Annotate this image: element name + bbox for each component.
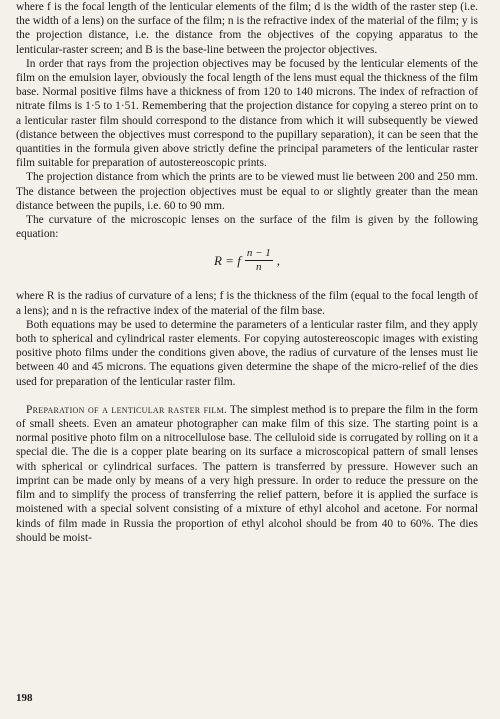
equation-lhs: R = f [213,252,241,268]
paragraph-variables-definition: where f is the focal length of the lenticular elements of the film; d is the width of the raster step (i.e. the width of a lens) on the surface of the film; n is the refractive index of the material of the film; y is the projection distance, i.e. the distance from the objectives of the copying apparatus to the lenticular-raster screen; and B is the base-line between the projector objectives. [16,1,478,56]
equation-denominator: n [256,261,262,274]
paragraph-radius-definition: where R is the radius of curvature of a lens; f is the thickness of the film (equal to the focal length of a lens); and n is the refractive index of the material of the film base. [16,290,478,317]
equation-numerator: n − 1 [246,247,271,260]
paragraph-focal-length: In order that rays from the projection objectives may be focused by the lenticular elements of the film on the emulsion layer, obviously the focal length of the lens must equal the thickness of the film base. Normal positive films have a thickness of from 120 to 140 microns. The index of refraction of nitrate films is 1·5 to 1·51. Remembering that the projection distance for copying a stereo print on to a lenticular raster film should correspond to the distance from which it will subsequently be viewed (distance between the objectives must correspond to the pupillary separation), it can be seen that the quantities in the formula given above strictly define the principal parameters of the lenticular raster film suitable for preparation of autostereoscopic prints. [16,57,478,170]
section-heading: Preparation of a lenticular raster film. [26,403,228,416]
paragraph-curvature-intro: The curvature of the microscopic lenses on the surface of the film is given by the following equation: [16,214,478,241]
paragraph-projection-distance: The projection distance from which the prints are to be viewed must lie between 200 and 250 mm. The distance between the projection objectives must be equal to or slightly greater than the mean distance between the pupils, i.e. 60 to 90 mm. [16,171,478,212]
page-number: 198 [16,692,33,704]
curvature-equation [16,245,478,283]
section-preparation [16,403,478,545]
page-body [16,0,478,545]
equation-trail: , [276,252,280,268]
section-body: The simplest method is to prepare the film in the form of small sheets. Even an amateur photographer can make film of this size. The starting point is a normal positive photo film on a nitrocellulose base. The celluloid side is corrugated by rolling on it a special die. The die is a copper plate bearing on its surface a microscopical pattern of small lenses with spherical or cylindrical surfaces. The pattern is transferred by pressure. However such an imprint can be made only by means of a very high pressure. In order to reduce the pressure on the film and to simplify the process of transferring the relief pattern, before it is applied the surface is moistened with a special solvent consisting of a mixture of ethyl alcohol and acetone. For normal kinds of film made in Russia the proportion of ethyl alcohol should be from 40 to 60%. The dies should be moist- [16,403,478,544]
equation-fraction [245,247,273,274]
paragraph-both-equations: Both equations may be used to determine the parameters of a lenticular raster film, and they apply both to spherical and cylindrical raster elements. For copying autostereoscopic images with existing positive photo films under the conditions given above, the radius of curvature of the lenses must lie between 40 and 45 microns. The equations given determine the shape of the micro-relief of the dies used for preparation of the lenticular raster film. [16,318,478,388]
